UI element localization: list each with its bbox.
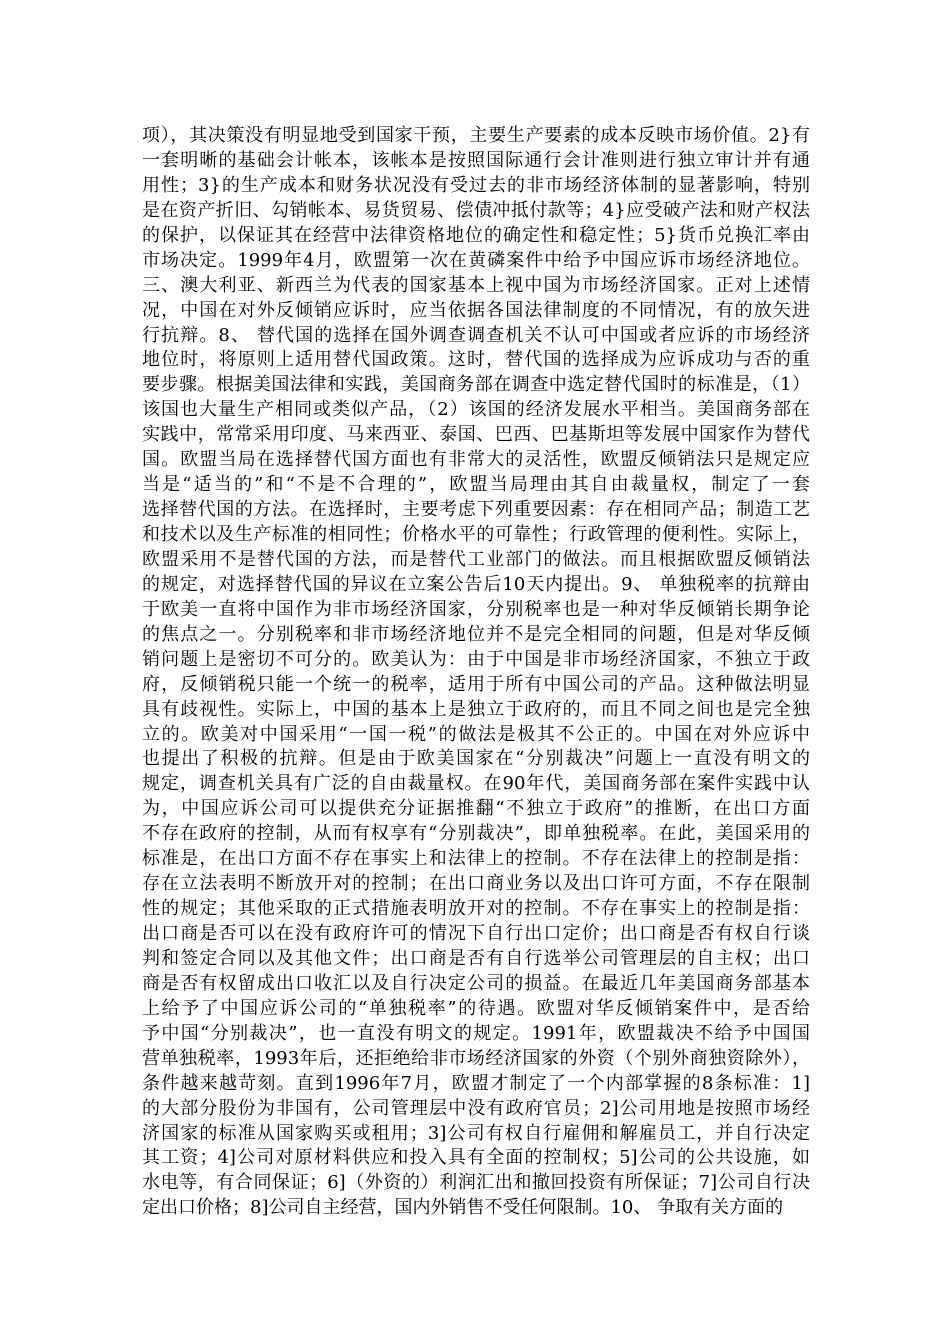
text-line: 的大部分股份为非国有，公司管理层中没有政府官员；2]公司用地是按照市场经	[142, 1097, 810, 1119]
text-line: 立的。欧美对中国采用“一国一税”的做法是极其不公正的。中国在对外应诉中	[142, 723, 810, 745]
text-line: 项），其决策没有明显地受到国家干预，主要生产要素的成本反映市场价值。2}有	[142, 125, 810, 146]
text-line: 标准是，在出口方面不存在事实上和法律上的控制。不存在法律上的控制是指：	[142, 848, 810, 870]
text-line: 的保护，以保证其在经营中法律资格地位的确定性和稳定性；5}货币兑换汇率由	[142, 224, 810, 246]
text-line: 水电等，有合同保证；6]（外资的）利润汇出和撤回投资有所保证；7]公司自行决	[142, 1172, 810, 1194]
text-line: 三、澳大利亚、新西兰为代表的国家基本上视中国为市场经济国家。正对上述情	[142, 274, 810, 296]
text-line: 该国也大量生产相同或类似产品，（2）该国的经济发展水平相当。美国商务部在	[142, 399, 810, 421]
text-line: 济国家的标准从国家购买或租用；3]公司有权自行雇佣和解雇员工，并自行决定	[142, 1122, 810, 1144]
text-line: 是在资产折旧、勾销帐本、易货贸易、偿债冲抵付款等；4}应受破产法和财产权法	[142, 199, 810, 221]
text-line: 性的规定；其他采取的正式措施表明放开对的控制。不存在事实上的控制是指：	[142, 898, 810, 920]
body-text	[142, 124, 810, 1221]
text-line: 条件越来越苛刻。直到1996年7月，欧盟才制定了一个内部掌握的8条标准：1]	[142, 1072, 810, 1094]
text-line: 营单独税率，1993年后，还拒绝给非市场经济国家的外资（个别外商独资除外），	[142, 1047, 810, 1069]
text-line: 用性；3}的生产成本和财务状况没有受过去的非市场经济体制的显著影响，特别	[142, 174, 810, 196]
text-line: 国。欧盟当局在选择替代国方面也有非常大的灵活性，欧盟反倾销法只是规定应	[142, 449, 810, 471]
text-line: 销问题上是密切不可分的。欧美认为：由于中国是非市场经济国家，不独立于政	[142, 648, 810, 670]
text-line: 实践中，常常采用印度、马来西亚、泰国、巴西、巴基斯坦等发展中国家作为替代	[142, 424, 810, 446]
text-line: 也提出了积极的抗辩。但是由于欧美国家在“分别裁决”问题上一直没有明文的	[142, 748, 810, 770]
text-line: 府，反倾销税只能一个统一的税率，适用于所有中国公司的产品。这种做法明显	[142, 673, 810, 695]
text-line: 和技术以及生产标准的相同性；价格水平的可靠性；行政管理的便利性。实际上，	[142, 524, 810, 545]
text-line: 行抗辩。8、 替代国的选择在国外调查调查机关不认可中国或者应诉的市场经济	[142, 324, 810, 346]
text-line: 于欧美一直将中国作为非市场经济国家，分别税率也是一种对华反倾销长期争论	[142, 598, 810, 620]
text-line: 判和签定合同以及其他文件；出口商是否有自行选举公司管理层的自主权；出口	[142, 947, 810, 969]
text-line: 欧盟采用不是替代国的方法，而是替代工业部门的做法。而且根据欧盟反倾销法	[142, 548, 810, 570]
text-line: 地位时，将原则上适用替代国政策。这时，替代国的选择成为应诉成功与否的重	[142, 349, 810, 371]
text-line: 具有歧视性。实际上，中国的基本上是独立于政府的，而且不同之间也是完全独	[142, 698, 810, 720]
text-line: 商是否有权留成出口收汇以及自行决定公司的损益。在最近几年美国商务部基本	[142, 972, 810, 994]
text-line: 定出口价格；8]公司自主经营，国内外销售不受任何限制。10、 争取有关方面的	[142, 1197, 784, 1219]
text-line: 的焦点之一。分别税率和非市场经济地位并不是完全相同的问题，但是对华反倾	[142, 623, 810, 645]
text-line: 况，中国在对外反倾销应诉时，应当依据各国法律制度的不同情况，有的放矢进	[142, 299, 810, 321]
text-line: 的规定，对选择替代国的异议在立案公告后10天内提出。9、 单独税率的抗辩由	[142, 573, 810, 595]
text-line: 当是“适当的”和“不是不合理的”，欧盟当局理由其自由裁量权，制定了一套	[142, 474, 810, 496]
text-line: 予中国“分别裁决”，也一直没有明文的规定。1991年，欧盟裁决不给予中国国	[142, 1022, 810, 1044]
text-line: 要步骤。根据美国法律和实践，美国商务部在调查中选定替代国时的标准是，（1）	[142, 374, 810, 396]
text-line: 不存在政府的控制，从而有权享有“分别裁决”，即单独税率。在此，美国采用的	[142, 823, 810, 845]
text-line: 选择替代国的方法。在选择时，主要考虑下列重要因素：存在相同产品；制造工艺	[142, 499, 810, 521]
text-line: 上给予了中国应诉公司的“单独税率”的待遇。欧盟对华反倾销案件中，是否给	[142, 997, 810, 1019]
text-line: 其工资；4]公司对原材料供应和投入具有全面的控制权；5]公司的公共设施，如	[142, 1147, 810, 1169]
text-line: 出口商是否可以在没有政府许可的情况下自行出口定价；出口商是否有权自行谈	[142, 923, 810, 944]
text-line: 市场决定。1999年4月，欧盟第一次在黄磷案件中给予中国应诉市场经济地位。	[142, 249, 810, 271]
text-line: 存在立法表明不断放开对的控制；在出口商业务以及出口许可方面，不存在限制	[142, 873, 810, 895]
text-line: 为，中国应诉公司可以提供充分证据推翻“不独立于政府”的推断，在出口方面	[142, 798, 810, 820]
text-line: 一套明晰的基础会计帐本，该帐本是按照国际通行会计准则进行独立审计并有通	[142, 149, 810, 171]
text-line: 规定，调查机关具有广泛的自由裁量权。在90年代，美国商务部在案件实践中认	[142, 773, 810, 795]
